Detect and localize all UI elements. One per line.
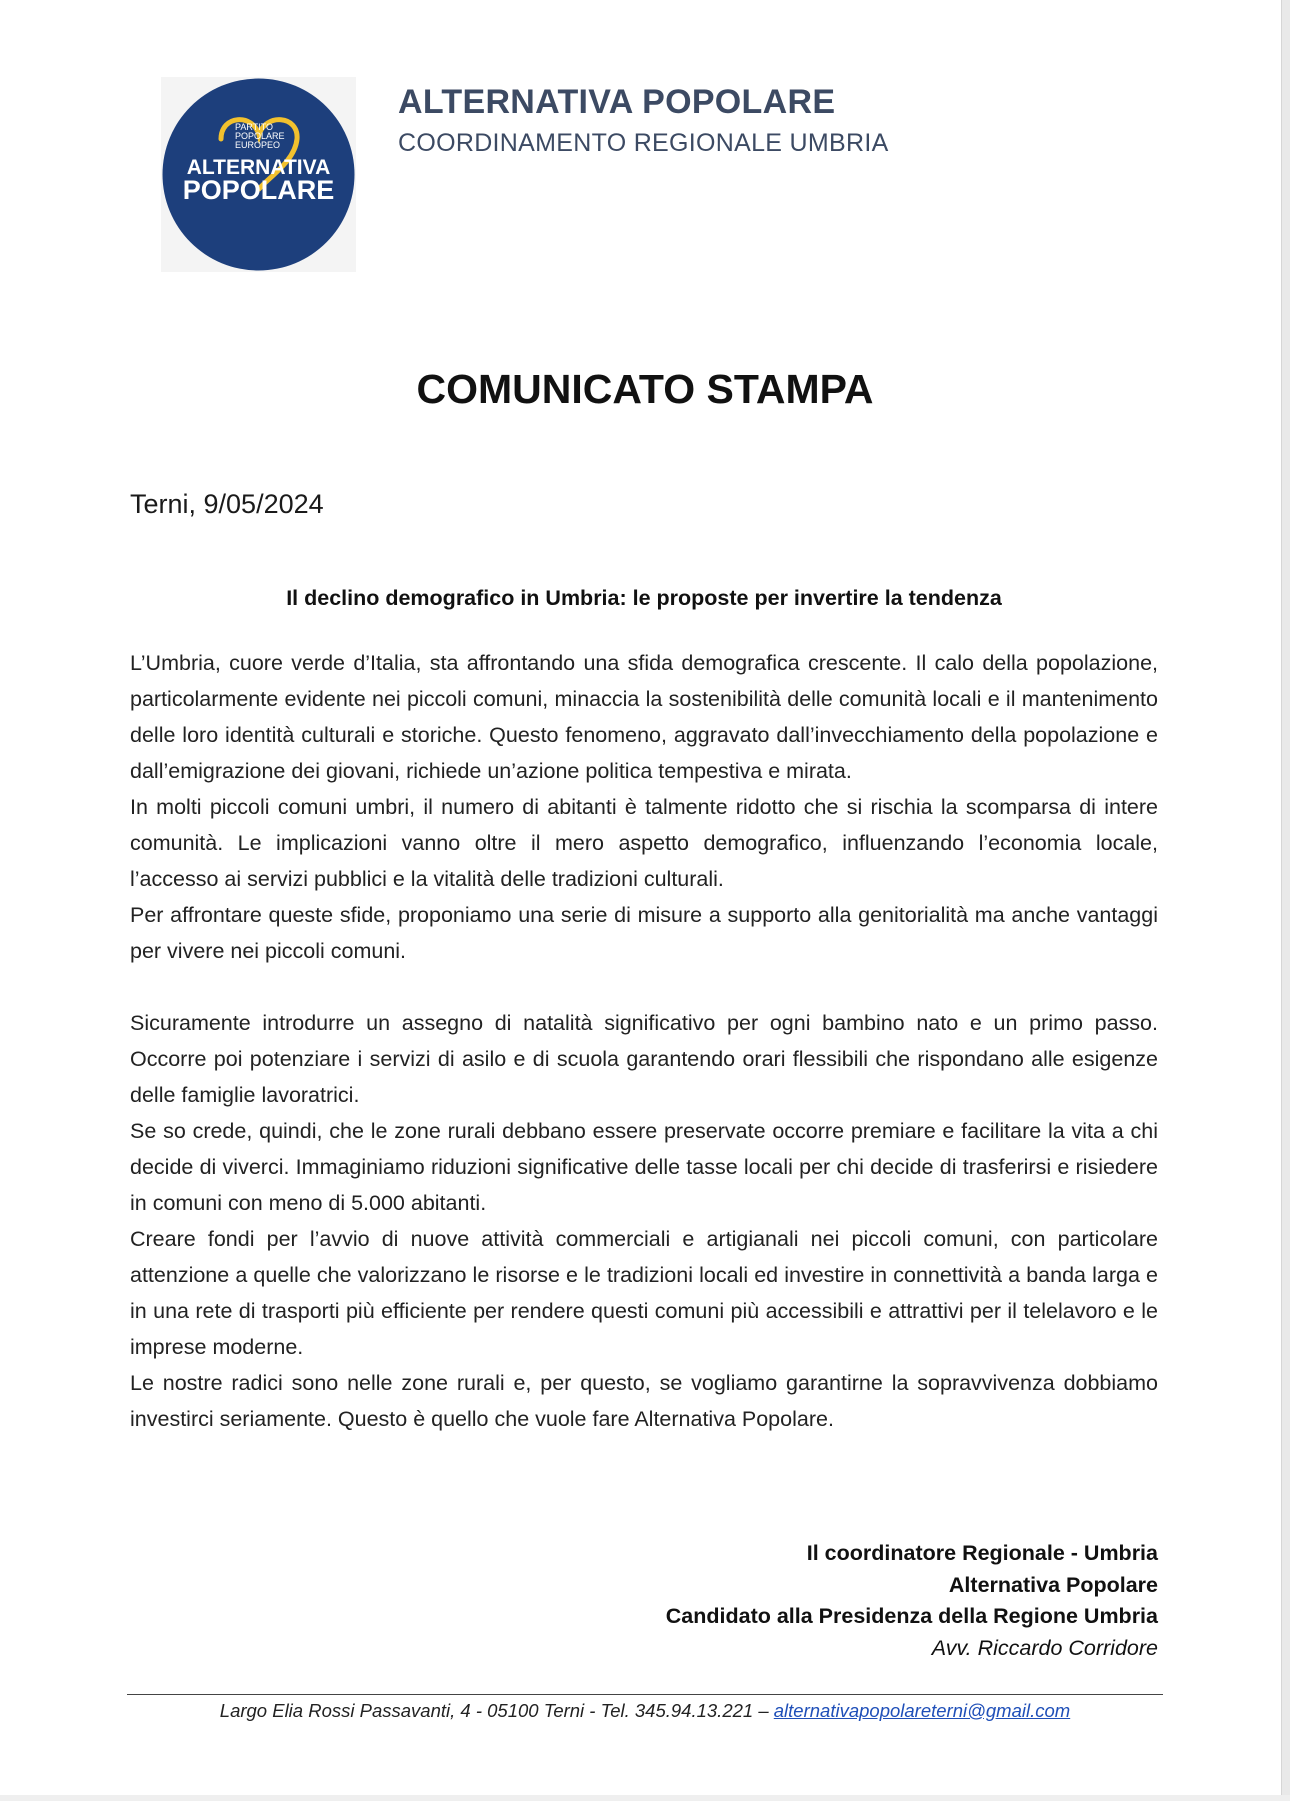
signature-block	[666, 1538, 1158, 1664]
paragraph: Sicuramente introdurre un assegno di natalità significativo per ogni bambino nato e un primo passo. Occorre poi potenziare i servizi di asilo e di scuola garantendo orari flessibili che rispondano alle esigenze delle famiglie lavoratrici.	[130, 1011, 1158, 1107]
paragraph: Se so crede, quindi, che le zone rurali debbano essere preservate occorre premiare e facilitare la vita a chi decide di viverci. Immaginiamo riduzioni significative delle tasse locali per chi decide di trasferirsi e risiedere in comuni con meno di 5.000 abitanti.	[130, 1119, 1158, 1215]
party-logo-emblem	[161, 77, 356, 272]
signature-role: Il coordinatore Regionale - Umbria	[806, 1541, 1158, 1565]
org-subtitle: COORDINAMENTO REGIONALE UMBRIA	[398, 129, 889, 157]
paragraph: Le nostre radici sono nelle zone rurali e, per questo, se vogliamo garantirne la sopravvivenza dobbiamo investirci seriamente. Questo è quello che vuole fare Alternativa Popolare.	[130, 1371, 1158, 1431]
footer-address: Largo Elia Rossi Passavanti, 4 - 05100 Terni - Tel. 345.94.13.221 –	[219, 1700, 774, 1721]
paragraph: Creare fondi per l’avvio di nuove attività commerciali e artigianali nei piccoli comuni, con particolare attenzione a quelle che valorizzano le risorse e le tradizioni locali ed investire in connettività a banda larga e in una rete di trasporti più efficiente per rendere questi comuni più accessibili e attrattivi per il telelavoro e le imprese moderne.	[130, 1227, 1158, 1359]
logo-text-line1: PARTITO	[235, 122, 274, 132]
paragraph: L’Umbria, cuore verde d’Italia, sta affrontando una sfida demografica crescente. Il calo della popolazione, particolarmente evidente nei piccoli comuni, minaccia la sostenibilità delle comunità locali e il mantenimento delle loro identità culturali e storiche. Questo fenomeno, aggravato dall’invecchiamento della popolazione e dall’emigrazione dei giovani, richiede un’azione politica tempestiva e mirata.	[130, 651, 1158, 783]
paragraph: In molti piccoli comuni umbri, il numero di abitanti è talmente ridotto che si rischia la scomparsa di intere comunità. Le implicazioni vanno oltre il mero aspetto demografico, influenzando l’economia locale, l’accesso ai servizi pubblici e la vitalità delle tradizioni culturali.	[130, 795, 1158, 891]
document-title: COMUNICATO STAMPA	[416, 366, 874, 412]
page-edge-bottom	[0, 1795, 1290, 1801]
signature-name: Avv. Riccardo Corridore	[931, 1635, 1158, 1660]
page-edge	[1281, 0, 1290, 1801]
footer-email-link[interactable]: alternativapopolareterni@gmail.com	[773, 1700, 1071, 1721]
footer	[0, 1700, 1290, 1722]
place-date: Terni, 9/05/2024	[130, 489, 324, 519]
subject-heading: Il declino demografico in Umbria: le proposte per invertire la tendenza	[286, 586, 1002, 610]
logo-word-alternativa: ALTERNATIVA	[186, 156, 331, 179]
logo-word-popolare: POPOLARE	[182, 175, 335, 205]
body-text	[130, 645, 1158, 1437]
paragraph: Per affrontare queste sfide, proponiamo una serie di misure a supporto alla genitorialità ma anche vantaggi per vivere nei piccoli comuni.	[130, 903, 1158, 963]
footer-divider	[127, 1694, 1163, 1695]
logo-text-line2: POPOLARE	[235, 131, 285, 141]
signature-candidacy: Candidato alla Presidenza della Regione Umbria	[665, 1604, 1158, 1628]
party-logo	[161, 77, 356, 272]
logo-text-line3: EUROPEO	[235, 140, 281, 150]
signature-party: Alternativa Popolare	[948, 1572, 1158, 1597]
org-name: ALTERNATIVA POPOLARE	[398, 83, 836, 121]
